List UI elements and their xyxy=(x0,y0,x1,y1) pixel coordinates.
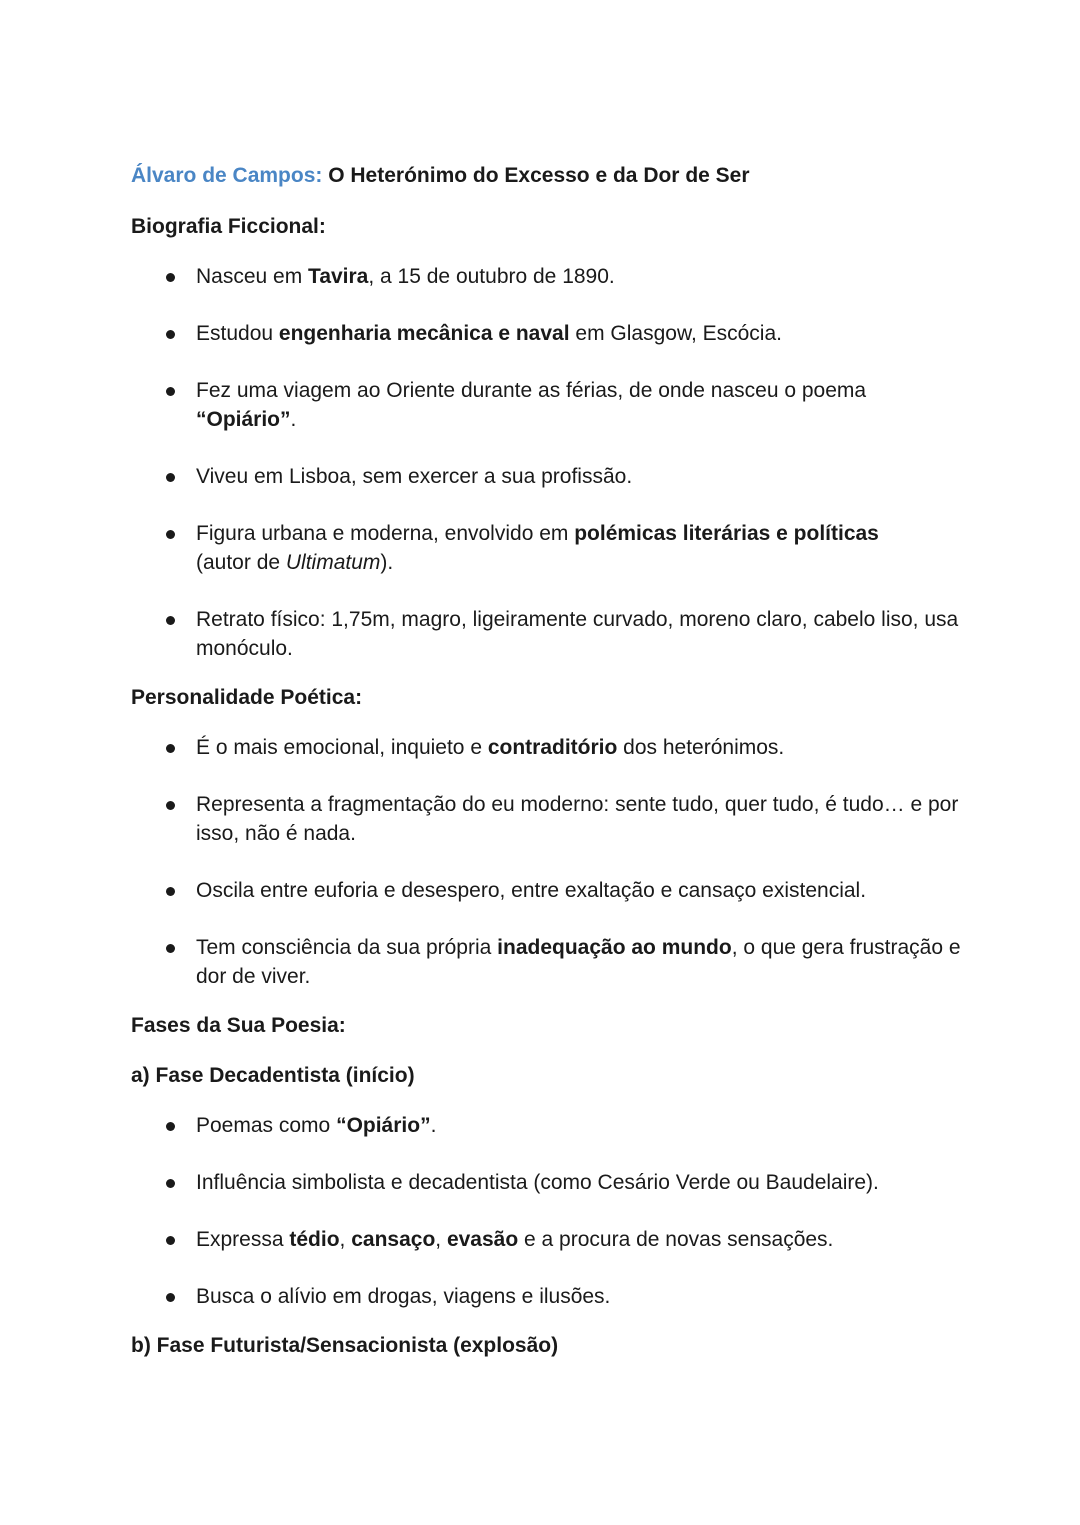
heading-personalidade: Personalidade Poética: xyxy=(131,686,363,709)
bullet-icon xyxy=(166,1236,175,1245)
bullet-icon xyxy=(166,273,175,282)
bullet-icon xyxy=(166,801,175,810)
bullet-icon xyxy=(166,473,175,482)
list-item: Busca o alívio em drogas, viagens e ilusões. xyxy=(131,1282,961,1311)
list-item: Figura urbana e moderna, envolvido em polémicas literárias e políticas (autor de Ultimatum). xyxy=(131,519,961,577)
bullet-icon xyxy=(166,1122,175,1131)
list-item: Nasceu em Tavira, a 15 de outubro de 1890. xyxy=(131,262,961,291)
list-fase-a xyxy=(131,1111,961,1311)
title-rest: O Heterónimo do Excesso e da Dor de Ser xyxy=(322,164,750,187)
list-item: Oscila entre euforia e desespero, entre exaltação e cansaço existencial. xyxy=(131,876,961,905)
title-name: Álvaro de Campos: xyxy=(131,164,323,187)
list-item: Influência simbolista e decadentista (como Cesário Verde ou Baudelaire). xyxy=(131,1168,961,1197)
list-personalidade xyxy=(131,733,961,991)
heading-biografia: Biografia Ficcional: xyxy=(131,215,326,238)
list-item: É o mais emocional, inquieto e contraditório dos heterónimos. xyxy=(131,733,961,762)
list-item: Representa a fragmentação do eu moderno: sente tudo, quer tudo, é tudo… e por isso, não é nada. xyxy=(131,790,961,848)
bullet-icon xyxy=(166,944,175,953)
bullet-icon xyxy=(166,616,175,625)
list-item: Poemas como “Opiário”. xyxy=(131,1111,961,1140)
bullet-icon xyxy=(166,1293,175,1302)
document-page xyxy=(131,160,961,1361)
bullet-icon xyxy=(166,1179,175,1188)
heading-fase-a: a) Fase Decadentista (início) xyxy=(131,1064,415,1087)
bullet-icon xyxy=(166,744,175,753)
list-item: Viveu em Lisboa, sem exercer a sua profissão. xyxy=(131,462,961,491)
list-item: Fez uma viagem ao Oriente durante as férias, de onde nasceu o poema “Opiário”. xyxy=(131,376,961,434)
bullet-icon xyxy=(166,887,175,896)
bullet-icon xyxy=(166,530,175,539)
list-item: Tem consciência da sua própria inadequação ao mundo, o que gera frustração e dor de viver. xyxy=(131,933,961,991)
heading-fase-b: b) Fase Futurista/Sensacionista (explosão) xyxy=(131,1334,559,1357)
bullet-icon xyxy=(166,387,175,396)
list-item: Retrato físico: 1,75m, magro, ligeiramente curvado, moreno claro, cabelo liso, usa monóculo. xyxy=(131,605,961,663)
list-biografia xyxy=(131,262,961,663)
list-item: Estudou engenharia mecânica e naval em Glasgow, Escócia. xyxy=(131,319,961,348)
heading-fases: Fases da Sua Poesia: xyxy=(131,1014,346,1037)
bullet-icon xyxy=(166,330,175,339)
document-title xyxy=(131,160,961,192)
list-item: Expressa tédio, cansaço, evasão e a procura de novas sensações. xyxy=(131,1225,961,1254)
